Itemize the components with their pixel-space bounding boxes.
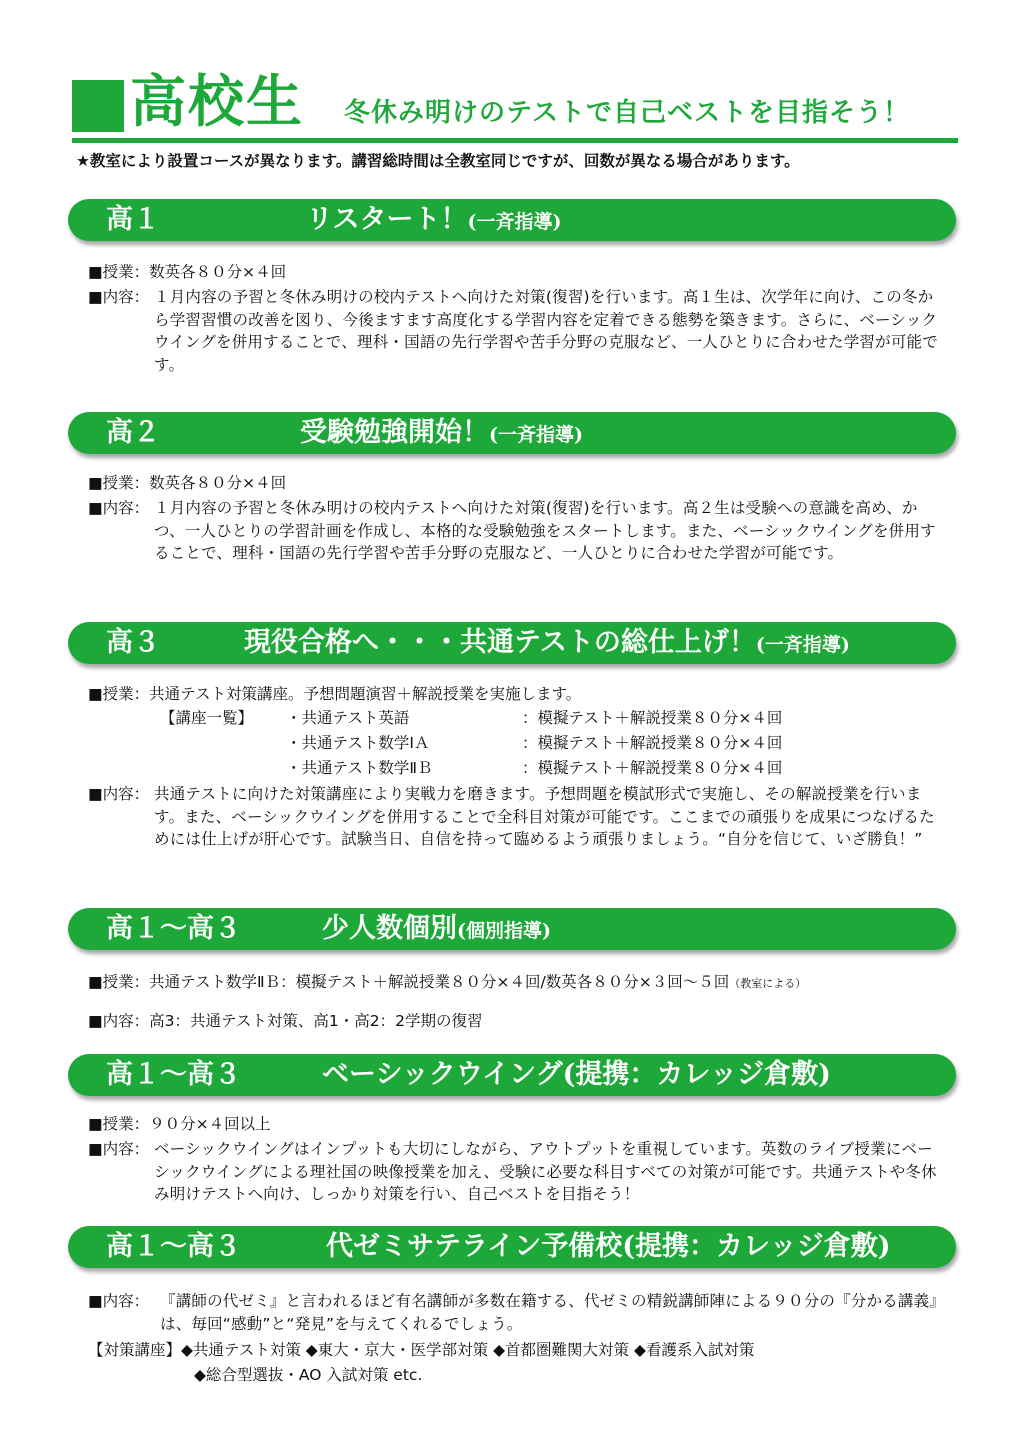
section-title: 代ゼミサテライン予備校(提携：カレッジ倉敷)	[326, 1231, 891, 1262]
class-note: （教室による）	[729, 977, 807, 990]
section-bar-individual	[68, 908, 956, 950]
section-bar-grade1	[68, 199, 956, 241]
content-label: ■内容：	[88, 1140, 150, 1158]
page-title: 高校生	[130, 70, 304, 135]
class-text: 共通テスト対策講座。予想問題演習＋解説授業を実施します。	[149, 685, 582, 703]
courses-row	[88, 1339, 754, 1361]
section-grade: 高１～高３	[106, 913, 241, 944]
class-row	[88, 1113, 271, 1135]
content-text: １月内容の予習と冬休み明けの校内テストへ向けた対策(復習)を行います。高２生は受験への意識を高め、かつ、一人ひとりの学習計画を作成し、本格的な受験勉強をスタートします。また、ベーシックウイングを併用することで、理科・国語の先行学習や苦手分野の克服など、一人ひとりに合わせた学習が可能です。	[154, 499, 936, 562]
course-detail: ：模擬テスト＋解説授業８０分×４回	[522, 734, 783, 752]
class-text: 数英各８０分×４回	[149, 263, 287, 281]
content-label: ■内容：	[88, 1012, 150, 1030]
header-square-icon	[72, 80, 124, 132]
section-title-text: 受験勉強開始！	[300, 417, 489, 448]
course-name: ・共通テスト数学ⅡＢ	[286, 759, 433, 777]
class-label: ■授業：	[88, 474, 150, 492]
class-text: 共通テスト数学ⅡＢ：模擬テスト＋解説授業８０分×４回/数英各８０分×３回～５回	[149, 973, 730, 991]
content-text: ベーシックウイングはインプットも大切にしながら、アウトプットを重視しています。英数のライブ授業にベーシックウイングによる理社国の映像授業を加え、受験に必要な科目すべての対策が可能です。共通テストや冬休み明けテストへ向け、しっかり対策を行い、自己ベストを目指そう！	[154, 1140, 937, 1203]
content-label: ■内容：	[88, 499, 150, 517]
section-title	[244, 622, 850, 666]
class-row	[88, 683, 581, 705]
courses-line-2: ◆総合型選抜・AO 入試対策 etc.	[194, 1366, 423, 1384]
section-title: ベーシックウイング(提携：カレッジ倉敷)	[322, 1059, 831, 1090]
section-grade: 高１	[106, 204, 160, 235]
course-name: ・共通テスト英語	[286, 709, 410, 727]
courses-label: 【対策講座】	[88, 1341, 182, 1359]
course-note: ★教室により設置コースが異なります。講習総時間は全教室同じですが、回数が異なる場合があります。	[76, 152, 800, 170]
section-sub: (一斉指導)	[489, 424, 583, 446]
content-text: 共通テストに向けた対策講座により実戦力を磨きます。予想問題を模試形式で実施し、その解説授業を行います。また、ベーシックウイングを併用することで全科目対策が可能です。ここまでの頑張りを成果につなげるためには仕上げが肝心です。試験当日、自信を持って臨めるよう頑張りましょう。“自分を信じて、いざ勝負！”	[154, 785, 935, 848]
courses-line-1: ◆共通テスト対策 ◆東大・京大・医学部対策 ◆首都圏難関大対策 ◆看護系入試対策	[181, 1341, 755, 1359]
page-header	[72, 70, 958, 142]
course-list-label: 【講座一覧】	[160, 709, 254, 727]
course-name: ・共通テスト数学ⅠＡ	[286, 734, 430, 752]
section-bar-basic-wing	[68, 1054, 956, 1096]
section-title	[300, 412, 583, 456]
content-text: １月内容の予習と冬休み明けの校内テストへ向けた対策(復習)を行います。高１生は、次学年に向け、この冬から学習習慣の改善を図り、今後ますます高度化する学習内容を定着できる態勢を築きます。さらに、ベーシックウイングを併用することで、理科・国語の先行学習や苦手分野の克服など、一人ひとりに合わせた学習が可能です。	[154, 288, 938, 374]
section-title	[306, 199, 561, 243]
section-title-text: 現役合格へ・・・共通テストの総仕上げ！	[244, 627, 756, 658]
section-grade: 高３	[106, 627, 160, 658]
section-sub: (一斉指導)	[755, 634, 850, 656]
page-subtitle: 冬休み明けのテストで自己ベストを目指そう！	[344, 98, 910, 128]
content-label: ■内容：	[88, 288, 150, 306]
class-row	[88, 472, 286, 494]
class-row	[88, 261, 286, 283]
section-bar-yozemi	[68, 1226, 956, 1268]
class-label: ■授業：	[88, 1115, 150, 1133]
section-grade: 高２	[106, 417, 160, 448]
section-sub: (個別指導)	[457, 920, 551, 942]
course-detail: ：模擬テスト＋解説授業８０分×４回	[522, 759, 783, 777]
class-text: ９０分×４回以上	[149, 1115, 271, 1133]
section-title-text: 少人数個別	[322, 913, 457, 944]
content-label: ■内容：	[88, 1292, 150, 1310]
section-grade: 高１～高３	[106, 1059, 241, 1090]
content-text: 『講師の代ゼミ』と言われるほど有名講師が多数在籍する、代ゼミの精鋭講師陣による９０分の『分かる講義』は、毎回“感動”と“発見”を与えてくれるでしょう。	[160, 1292, 946, 1333]
section-grade: 高１～高３	[106, 1231, 241, 1262]
class-label: ■授業：	[88, 973, 150, 991]
content-label: ■内容：	[88, 785, 150, 803]
class-row	[88, 971, 806, 995]
header-divider	[72, 138, 958, 143]
course-detail: ：模擬テスト＋解説授業８０分×４回	[522, 709, 783, 727]
content-row	[88, 1010, 482, 1032]
section-bar-grade2	[68, 412, 956, 454]
section-title-text: リスタート！	[306, 204, 468, 235]
class-label: ■授業：	[88, 263, 150, 281]
class-label: ■授業：	[88, 685, 150, 703]
section-sub: (一斉指導)	[467, 211, 562, 233]
section-bar-grade3	[68, 622, 956, 664]
section-title	[322, 908, 551, 952]
class-text: 数英各８０分×４回	[149, 474, 287, 492]
content-text: 高3：共通テスト対策、高1・高2：2学期の復習	[149, 1012, 483, 1030]
